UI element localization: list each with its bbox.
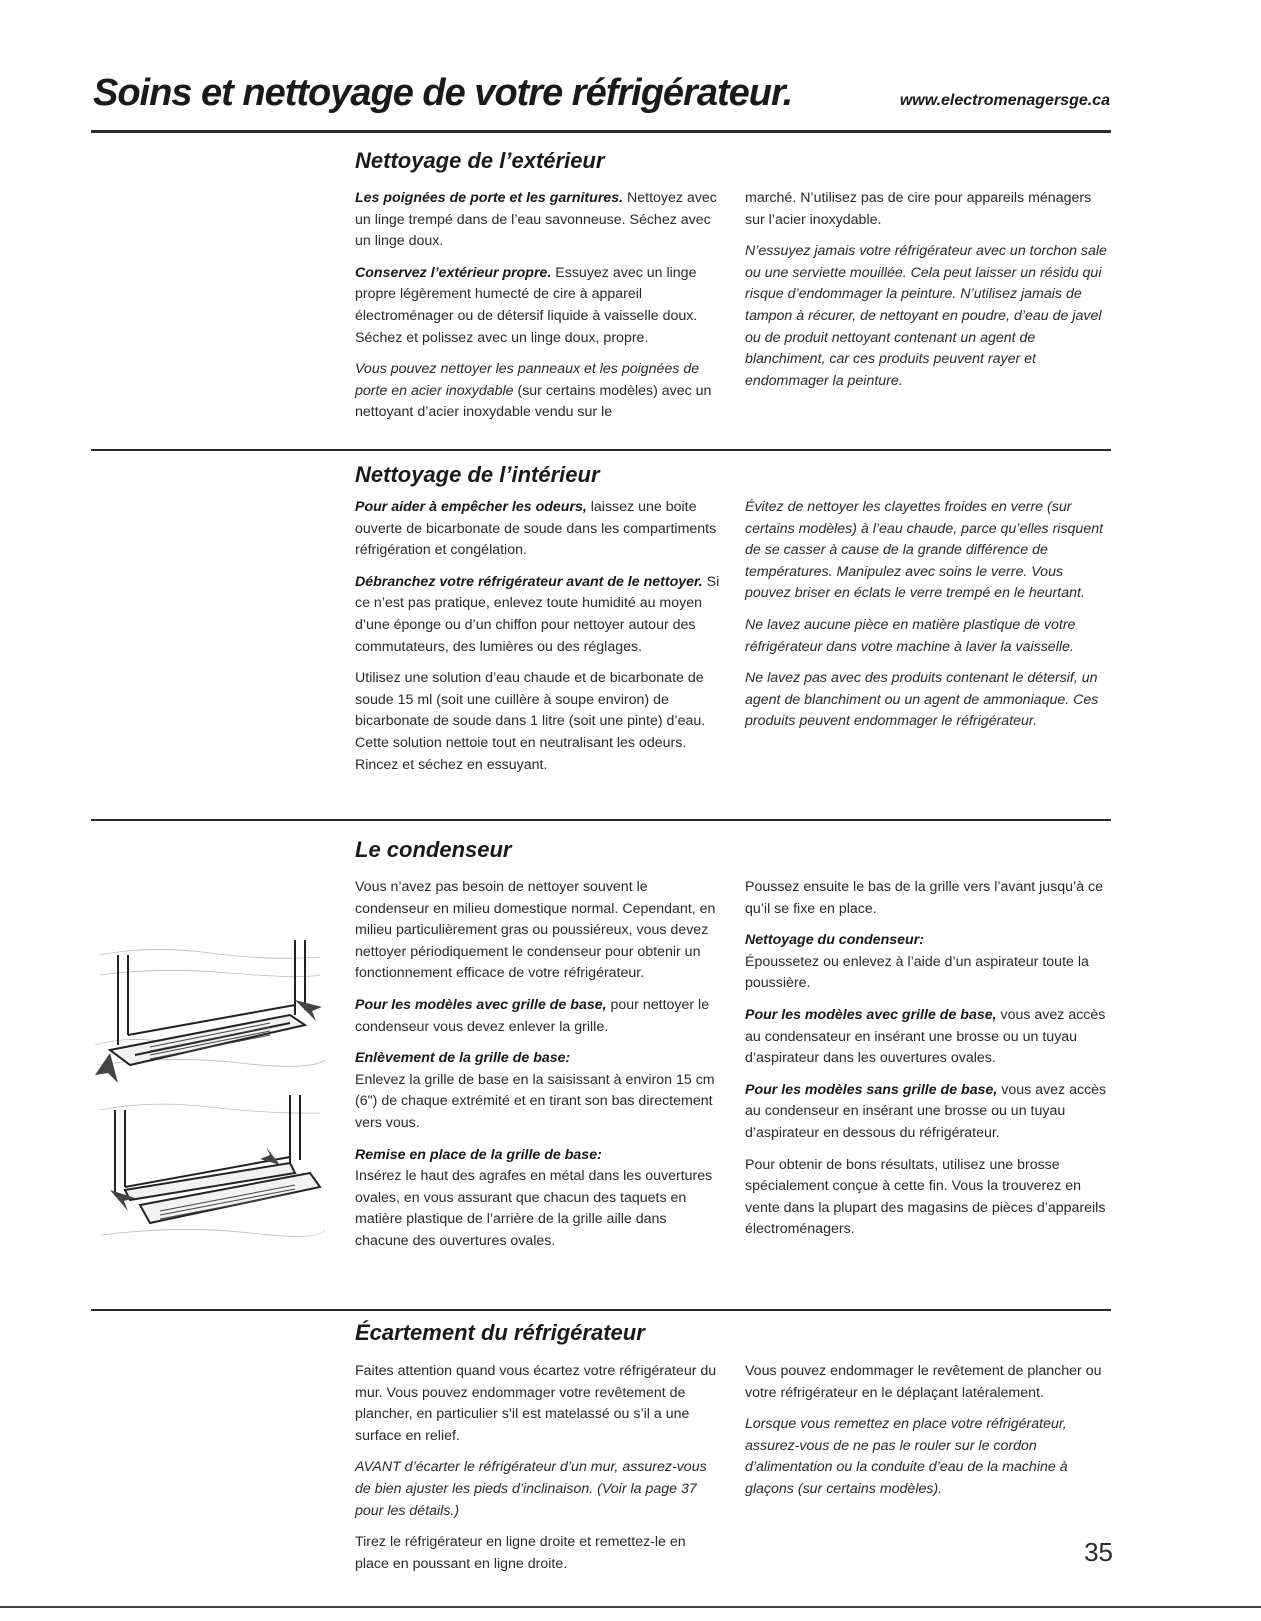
moving-paragraph-straight: Tirez le réfrigérateur en ligne droite et remettez-le en place en poussant en ligne droite. (355, 1534, 686, 1572)
section-divider (91, 449, 1111, 451)
exterior-paragraph-clean: Conservez l’extérieur propre. Essuyez avec un linge propre légèrement humecté de cire à appareil électroménager ou de détersif liquide à vaisselle doux. Séchez et polissez avec un linge doux, propre. (355, 264, 698, 346)
interior-warning-detergent: Ne lavez pas avec des produits contenant le détersif, un agent de blanchiment ou un agent de ammoniaque. Ces produits peuvent endommager le réfrigérateur. (745, 670, 1099, 730)
moving-right-column (745, 1361, 1110, 1511)
exterior-left-column (355, 188, 720, 434)
grille-replacement-illustration (90, 1095, 330, 1245)
condenser-paragraph-replace: Remise en place de la grille de base: Insérez le haut des agrafes en métal dans les ouvertures ovales, en vous assurant que chacun des taquets en matière plastique de l’arrière de la grille aille dans chacune des ouvertures ovales. (355, 1146, 713, 1249)
condenser-paragraph-removal: Enlèvement de la grille de base: Enlevez la grille de base en la saisissant à environ 15 cm (6") de chaque extrémité et en tirant son bas directement vers vous. (355, 1050, 715, 1131)
section-exterior (355, 148, 1115, 438)
arrow-icon (295, 1000, 322, 1021)
condenser-paragraph-cleaning: Nettoyage du condenseur: Époussetez ou enlevez à l’aide d’un aspirateur toute la poussière. (745, 932, 1089, 992)
interior-warning-dishwasher: Ne lavez aucune pièce en matière plastique de votre réfrigérateur dans votre machine à laver la vaisselle. (745, 616, 1076, 655)
interior-warning-glass: Évitez de nettoyer les clayettes froides en verre (sur certains modèles) à l’eau chaude, parce qu’elles risquent de se casser à cause de la grande différence de températures. Manipulez avec soins le verre. Vous pouvez briser en éclats le verre trempé en le heurtant. (745, 499, 1104, 602)
page-bottom-edge (0, 1606, 1261, 1608)
grille-removal-illustration (90, 935, 330, 1085)
condenser-left-column (355, 877, 720, 1263)
condenser-paragraph-with-grille: Pour les modèles avec grille de base, vous avez accès au condensateur en insérant une brosse ou un tuyau d’aspirateur dans les ouvertures ovales. (745, 1006, 1106, 1067)
moving-paragraph-cord: Lorsque vous remettez en place votre réfrigérateur, assurez-vous de ne pas le rouler sur le cordon d’alimentation ou la conduite d’eau de la machine à glaçons (sur certains modèles). (745, 1416, 1068, 1497)
condenser-paragraph-brush: Pour obtenir de bons résultats, utilisez une brosse spécialement conçue à cette fin. Vous la trouverez en vente dans la plupart des magasins de pièces d’appareils électroménagers. (745, 1156, 1106, 1238)
section-condenser (355, 837, 1115, 1307)
section-title-condenser: Le condenseur (355, 837, 512, 862)
header-rule (91, 130, 1111, 133)
section-title-moving: Écartement du réfrigérateur (355, 1320, 645, 1345)
section-title-interior: Nettoyage de l’intérieur (355, 462, 600, 487)
interior-paragraph-solution: Utilisez une solution d’eau chaude et de bicarbonate de soude 15 ml (soit une cuillère à soupe environ) de bicarbonate de soude dans 1 litre (soit une pinte) d’eau. Cette solution nettoie tout en neutralisant les odeurs. Rincez et séchez en essuyant. (355, 670, 706, 773)
interior-paragraph-unplug: Débranchez votre réfrigérateur avant de le nettoyer. Si ce n’est pas pratique, enlevez toute humidité au moyen d’une éponge ou d’un chiffon pour nettoyer autour des commutateurs, des lumières ou des réglages. (355, 573, 720, 655)
condenser-paragraph-push: Poussez ensuite le bas de la grille vers l’avant jusqu’à ce qu’il se fixe en place. (745, 879, 1104, 917)
interior-paragraph-odors: Pour aider à empêcher les odeurs, laissez une boite ouverte de bicarbonate de soude dans les compartiments réfrigération et congélation. (355, 499, 717, 559)
section-divider (91, 819, 1111, 821)
section-interior (355, 462, 1115, 812)
exterior-paragraph-handles: Les poignées de porte et les garnitures. Nettoyez avec un linge trempé dans de l’eau savonneuse. Séchez avec un linge doux. (355, 190, 717, 250)
condenser-paragraph-without-grille: Pour les modèles sans grille de base, vous avez accès au condenseur en insérant une brosse ou un tuyau d’aspirateur en dessous du réfrigérateur. (745, 1081, 1107, 1141)
moving-paragraph-legs: AVANT d’écarter le réfrigérateur d’un mur, assurez-vous de bien ajuster les pieds d’inclinaison. (Voir la page 37 pour les détails.) (355, 1459, 707, 1519)
condenser-paragraph-intro: Vous n’avez pas besoin de nettoyer souvent le condenseur en milieu domestique normal. Cependant, en milieu particulièrement gras ou poussiéreux, vous devez nettoyer périodiquement le condenseur pour obtenir un fonctionnement efficace de votre réfrigérateur. (355, 879, 716, 982)
condenser-paragraph-grille: Pour les modèles avec grille de base, pour nettoyer le condenseur vous devez enlever la grille. (355, 996, 710, 1035)
page-number: 35 (1084, 1537, 1113, 1567)
interior-right-column (745, 497, 1110, 743)
exterior-paragraph-wax: marché. N’utilisez pas de cire pour appareils ménagers sur l’acier inoxydable. (745, 190, 1092, 228)
page-title: Soins et nettoyage de votre réfrigérateur. (93, 72, 793, 114)
exterior-warning: N’essuyez jamais votre réfrigérateur avec un torchon sale ou une serviette mouillée. Cela peut laisser un résidu qui risque d’endommager la peinture. N’utilisez jamais de tampon à récurer, de nettoyant en poudre, d’eau de javel ou de produit nettoyant contenant un agent de blanchiment, car ces produits peuvent rayer et endommager la peinture. (745, 243, 1107, 389)
website-url: www.electromenagersge.ca (899, 92, 1110, 109)
arrow-icon (95, 1053, 118, 1083)
moving-left-column (355, 1361, 720, 1585)
exterior-paragraph-steel: Vous pouvez nettoyer les panneaux et les poignées de porte en acier inoxydable (sur certains modèles) avec un nettoyant d’acier inoxydable vendu sur le (355, 361, 712, 421)
condenser-right-column (745, 877, 1110, 1251)
moving-paragraph-care: Faites attention quand vous écartez votre réfrigérateur du mur. Vous pouvez endommager votre revêtement de plancher, en particulier s’il est matelassé ou s’il a une surface en relief. (355, 1363, 717, 1444)
interior-left-column (355, 497, 720, 786)
moving-paragraph-floor: Vous pouvez endommager le revêtement de plancher ou votre réfrigérateur en le déplaçant latéralement. (745, 1363, 1102, 1401)
exterior-right-column (745, 188, 1110, 402)
section-divider (91, 1309, 1111, 1311)
section-title-exterior: Nettoyage de l’extérieur (355, 148, 605, 173)
